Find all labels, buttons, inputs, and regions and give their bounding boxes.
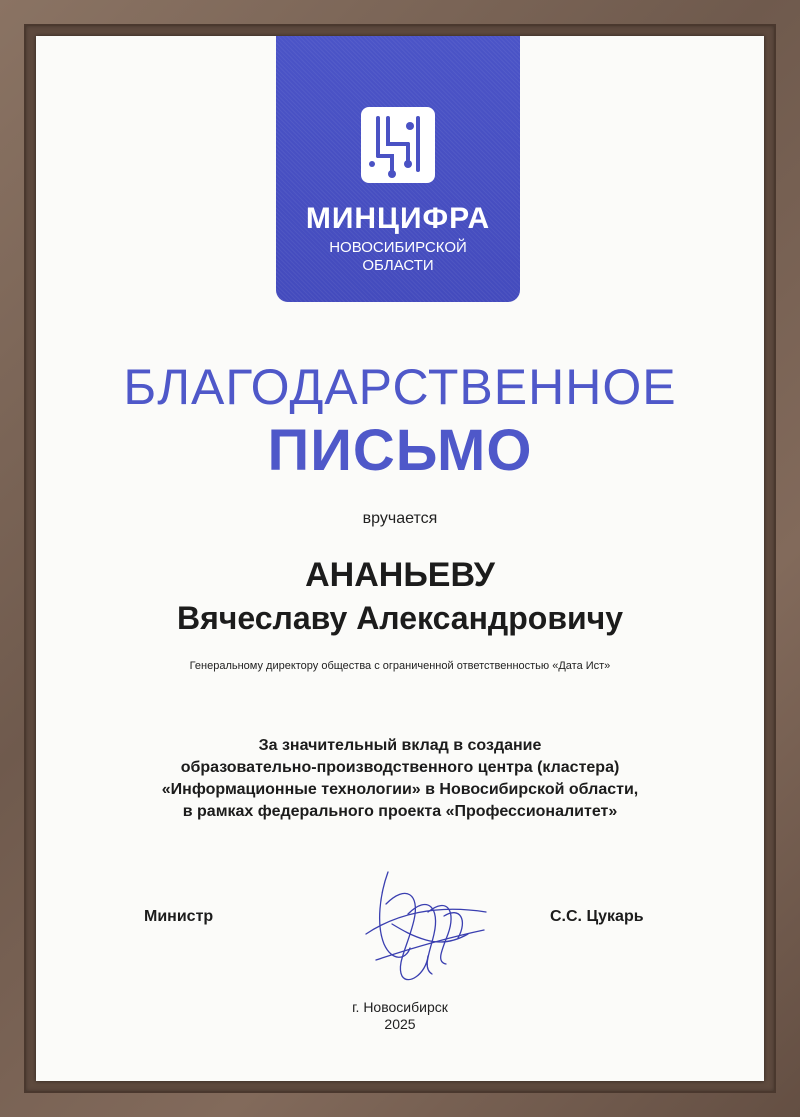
reason-line: образовательно-производственного центра (кластера) bbox=[180, 759, 620, 776]
reason-line: За значительный вклад в создание bbox=[258, 737, 542, 754]
recipient-position: Генеральному директору общества с ограниченной ответственностью «Дата Ист» bbox=[189, 660, 611, 672]
reason-line: в рамках федерального проекта «Профессионалитет» bbox=[182, 803, 618, 820]
signer-title: Министр bbox=[144, 908, 214, 925]
certificate-paper bbox=[36, 36, 764, 1081]
signer-name: С.С. Цукарь bbox=[550, 908, 644, 925]
document-title-line2: ПИСЬМО bbox=[267, 418, 533, 483]
recipient-surname: АНАНЬЕВУ bbox=[305, 556, 495, 594]
ministry-logo-subtitle-line2: ОБЛАСТИ bbox=[362, 257, 434, 274]
issue-year: 2025 bbox=[384, 1016, 416, 1032]
ministry-logo-title: МИНЦИФРА bbox=[305, 202, 491, 235]
presented-label: вручается bbox=[362, 510, 438, 527]
issue-city: г. Новосибирск bbox=[352, 999, 448, 1015]
handwritten-signature bbox=[336, 864, 496, 994]
recipient-name: Вячеславу Александровичу bbox=[176, 600, 624, 636]
reason-line: «Информационные технологии» в Новосибирской области, bbox=[161, 781, 639, 798]
ministry-logo-subtitle-line1: НОВОСИБИРСКОЙ bbox=[329, 239, 467, 256]
circuit-logo-icon bbox=[358, 104, 438, 186]
document-title-line1: БЛАГОДАРСТВЕННОЕ bbox=[123, 359, 677, 415]
ministry-logo-block bbox=[276, 36, 520, 302]
